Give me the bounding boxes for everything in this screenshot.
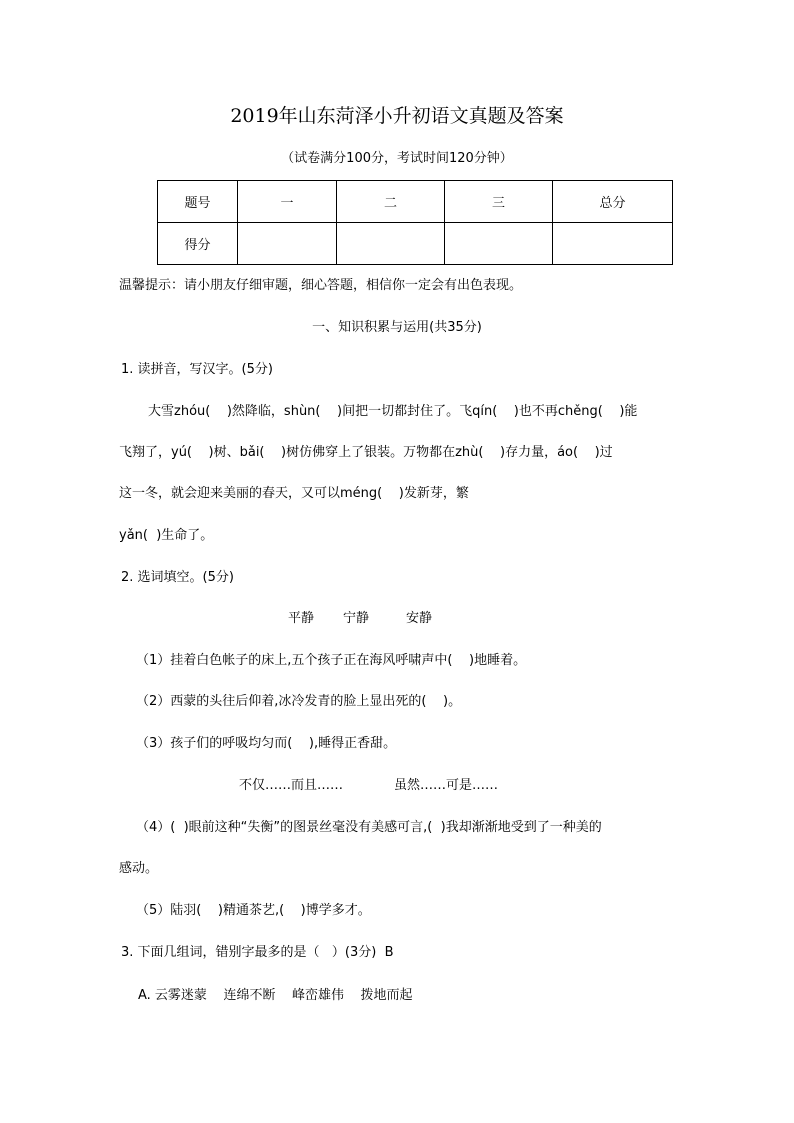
question-item: （4）( )眼前这种“失衡”的图景丝毫没有美感可言,( )我却渐渐地受到了一种美的 — [136, 820, 602, 835]
word-option: 不仅……而且…… — [239, 778, 344, 793]
word-option: 虽然……可是…… — [394, 778, 499, 793]
header-cell: 一 — [238, 181, 337, 223]
score-cell[interactable] — [553, 223, 673, 265]
score-cell[interactable] — [337, 223, 445, 265]
question-text: 飞翔了，yú( )树、bǎi( )树仿佛穿上了银装。万物都在zhù( )存力量，áo( )过 — [119, 445, 613, 460]
header-cell: 题号 — [158, 181, 238, 223]
question-title: 1. 读拼音，写汉字。(5分) — [121, 362, 273, 377]
section-heading: 一、知识积累与运用(共35分) — [312, 320, 482, 335]
question-text: yǎn( )生命了。 — [119, 528, 214, 543]
word-option: 安静 — [406, 611, 433, 626]
question-item: （1）挂着白色帐子的床上,五个孩子正在海风呼啸声中( )地睡着。 — [136, 653, 527, 668]
score-cell[interactable] — [445, 223, 553, 265]
score-table — [157, 180, 673, 265]
question-text: 这一冬，就会迎来美丽的春天，又可以méng( )发新芽，繁 — [119, 486, 469, 501]
answer-option: A. 云雾迷蒙 连绵不断 峰峦雄伟 拨地而起 — [138, 988, 413, 1003]
page-title: 2019年山东菏泽小升初语文真题及答案 — [230, 105, 564, 127]
question-text: 大雪zhóu( )然降临，shùn( )间把一切都封住了。飞qín( )也不再chěng( )能 — [148, 404, 638, 419]
question-title: 3. 下面几组词，错别字最多的是（ ）(3分) B — [121, 945, 394, 960]
tip: 温馨提示：请小朋友仔细审题，细心答题，相信你一定会有出色表现。 — [119, 278, 523, 293]
question-title: 2. 选词填空。(5分) — [121, 570, 234, 585]
subtitle: （试卷满分100分，考试时间120分钟） — [281, 151, 513, 166]
question-item: （2）西蒙的头往后仰着,冰冷发青的脸上显出死的( )。 — [136, 694, 462, 709]
question-item: （3）孩子们的呼吸均匀而( ),睡得正香甜。 — [136, 736, 397, 751]
header-cell: 二 — [337, 181, 445, 223]
word-option: 平静 — [288, 611, 315, 626]
header-cell: 三 — [445, 181, 553, 223]
word-option: 宁静 — [343, 611, 370, 626]
row-label: 得分 — [158, 223, 238, 265]
header-cell: 总分 — [553, 181, 673, 223]
question-item: 感动。 — [119, 861, 159, 876]
score-cell[interactable] — [238, 223, 337, 265]
question-item: （5）陆羽( )精通茶艺,( )博学多才。 — [136, 903, 371, 918]
